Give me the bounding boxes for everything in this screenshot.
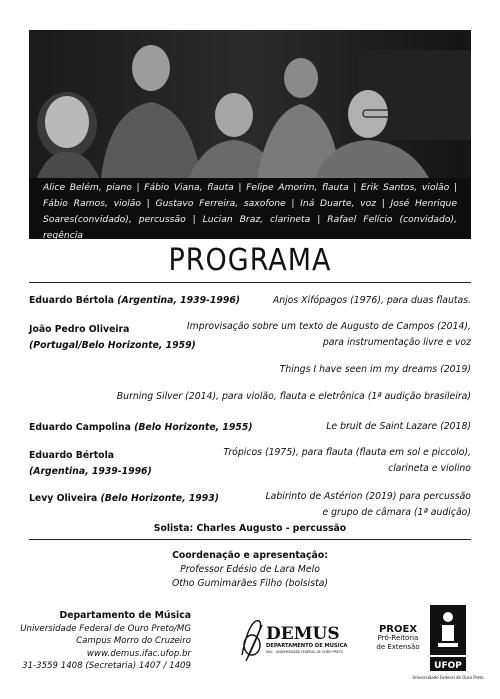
coordination-heading: Coordenação e apresentação: <box>172 550 328 561</box>
program-work: Improvisação sobre um texto de Augusto de Campos (2014), <box>186 321 471 332</box>
department-phone: 31-3559 1408 (Secretaria) 1407 / 1409 <box>22 661 191 671</box>
proex-logo: PROEX Pró-Reitoria de Extensão <box>376 624 420 651</box>
program-work: Burning Silver (2014), para violão, flauta e eletrônica (1ª audição brasileira) <box>116 391 471 402</box>
program-work: Trópicos (1975), para flauta (flauta em sol e piccolo), <box>223 447 471 458</box>
svg-text:IFAC - UNIVERSIDADE FEDERAL DE: IFAC - UNIVERSIDADE FEDERAL DE OURO PRETO <box>266 650 344 654</box>
coordination-name: Otho Gumimarães Filho (bolsista) <box>171 578 329 589</box>
department-line: Campus Morro do Cruzeiro <box>76 636 191 646</box>
page-title: PROGRAMA <box>168 243 332 278</box>
program-work: Anjos Xifópagos (1976), para duas flautas. <box>272 295 471 306</box>
soloist: Solista: Charles Augusto - percussão <box>153 523 347 534</box>
ensemble-photo-panel <box>29 30 471 239</box>
svg-text:DEPARTAMENTO DE MÚSICA: DEPARTAMENTO DE MÚSICA <box>266 643 348 649</box>
program-work: Things I have seen im my dreams (2019) <box>279 364 471 375</box>
program-work: para instrumentação livre e voz <box>322 337 471 348</box>
program-composer: Eduardo Campolina (Belo Horizonte, 1955) <box>29 422 253 433</box>
program-composer-origin: (Argentina, 1939-1996) <box>29 466 152 477</box>
program-composer: Levy Oliveira (Belo Horizonte, 1993) <box>29 493 219 504</box>
program-composer: Eduardo Bértola (Argentina, 1939-1996) <box>29 295 241 306</box>
program-work: Labirinto de Astérion (2019) para percussão <box>265 491 471 502</box>
svg-text:Universidade Federal de Ouro P: Universidade Federal de Ouro Preto <box>412 675 484 680</box>
ufop-logo <box>412 603 484 695</box>
department-website: www.demus.ifac.ufop.br <box>86 648 191 659</box>
svg-text:DEMUS: DEMUS <box>266 624 340 644</box>
soloist-divider <box>29 539 471 540</box>
program-work: Le bruit de Saint Lazare (2018) <box>326 421 471 432</box>
ensemble-photo <box>29 30 471 178</box>
program-work: clarineta e violino <box>388 463 471 474</box>
program-composer: João Pedro Oliveira <box>29 324 130 335</box>
program-composer-origin: (Portugal/Belo Horizonte, 1959) <box>29 340 196 351</box>
department-info <box>20 610 191 673</box>
program-composer: Eduardo Bértola <box>29 450 115 461</box>
coordination-name: Professor Edésio de Lara Melo <box>180 564 320 575</box>
department-line: Universidade Federal de Ouro Preto/MG <box>20 623 191 634</box>
coordination <box>0 549 500 591</box>
department-heading: Departamento de Música <box>59 610 191 621</box>
demus-logo <box>238 615 358 665</box>
performers-credits: Alice Belém, piano | Fábio Viana, flauta | Felipe Amorim, flauta | Erik Santos, violão | Fábio Ramos, violão | Gustavo Ferreira, saxofone | Iná Duarte, voz | José Henrique Soares(convidado), percussão | Lucian Braz, clarineta | Rafael Felício (convidado), regência <box>43 182 457 241</box>
svg-text:UFOP: UFOP <box>434 661 462 671</box>
title-divider <box>29 282 471 283</box>
program-work: e grupo de câmara (1ª audição) <box>322 507 471 518</box>
